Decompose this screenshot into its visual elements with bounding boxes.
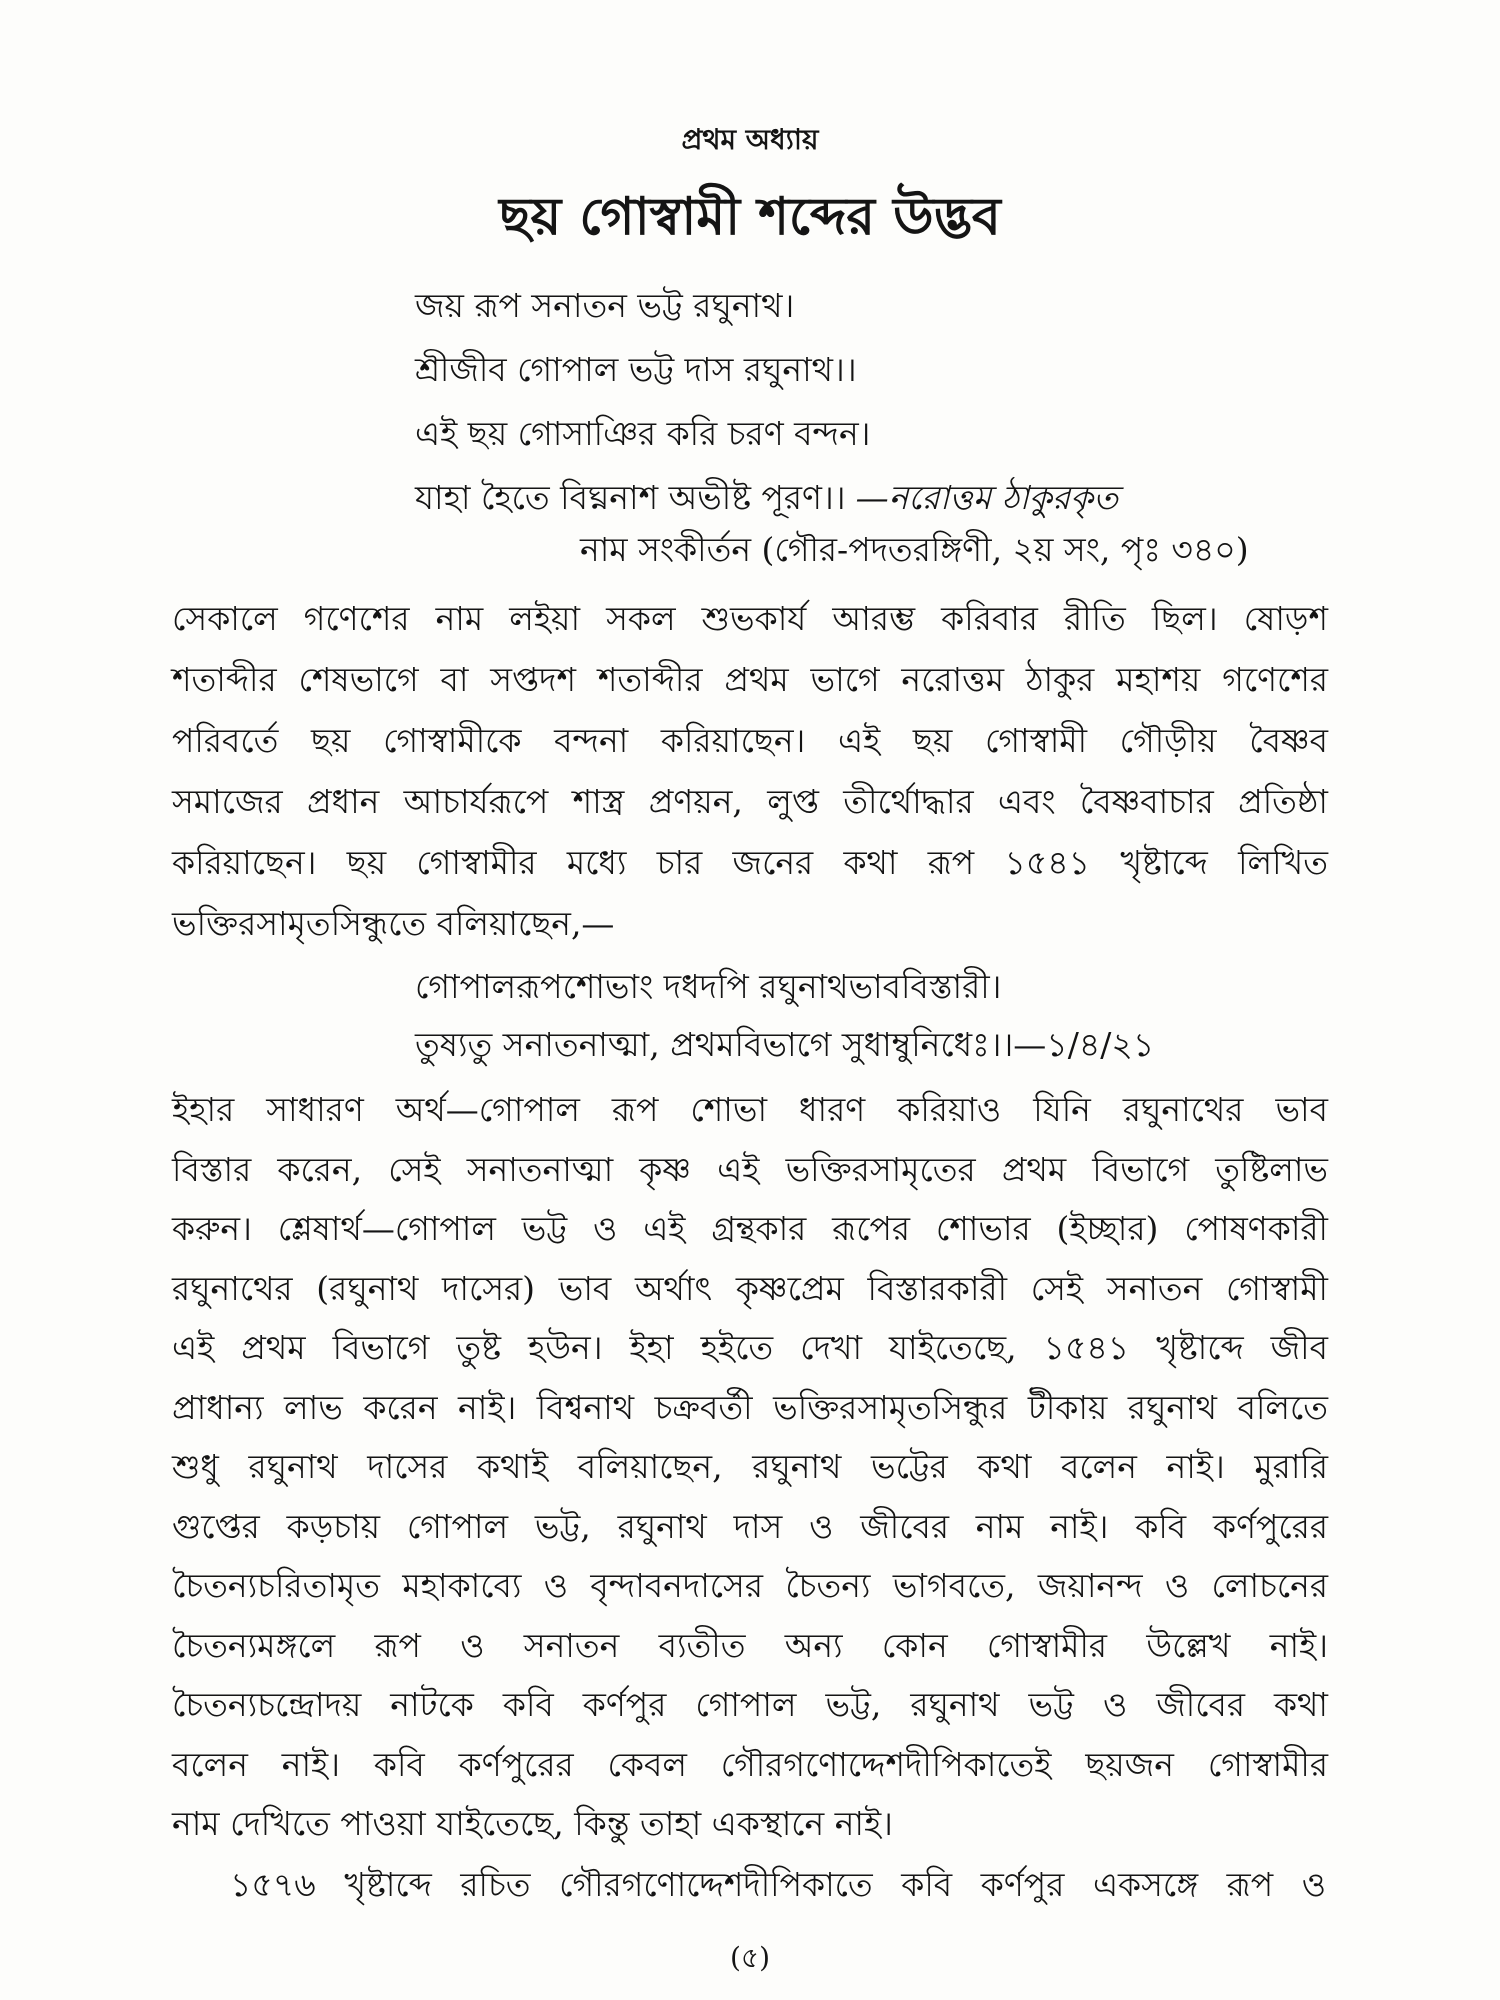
paragraph-line: নাম দেখিতে পাওয়া যাইতেছে, কিন্তু তাহা একস্থানে নাই। xyxy=(172,1804,893,1843)
verse-reference: —১/৪/২১ xyxy=(1013,1025,1155,1064)
verse-line: গোপালরূপশোভাং দধদপি রঘুনাথভাববিস্তারী। xyxy=(415,967,1002,1006)
invocation-line xyxy=(415,466,1326,530)
paragraph-line: সেকালে গণেশের নাম লইয়া সকল শুভকার্য আরম্ভ করিবার রীতি ছিল। ষোড়শ xyxy=(172,599,1328,638)
invocation-line-text: যাহা হৈতে বিঘ্ননাশ অভীষ্ট পূরণ।। xyxy=(415,478,846,517)
invocation-verse xyxy=(415,274,1326,530)
paragraph-line: রঘুনাথের (রঘুনাথ দাসের) ভাব অর্থাৎ কৃষ্ণপ্রেম বিস্তারকারী সেই সনাতন গোস্বামী xyxy=(172,1268,1328,1308)
paragraph-line: এই প্রথম বিভাগে তুষ্ট হউন। ইহা হইতে দেখা যাইতেছে, ১৫৪১ খৃষ্টাব্দে জীব xyxy=(172,1328,1328,1367)
paragraph-line: ভক্তিরসামৃতসিন্ধুতে বলিয়াছেন,— xyxy=(172,904,615,943)
paragraph-line: করুন। শ্লেষার্থ—গোপাল ভট্ট ও এই গ্রন্থকার রূপের শোভার (ইচ্ছার) পোষণকারী xyxy=(172,1209,1328,1248)
paragraph-line: বলেন নাই। কবি কর্ণপুরের কেবল গৌরগণোদ্দেশদীপিকাতেই ছয়জন গোস্বামীর xyxy=(172,1744,1328,1784)
paragraph-line: শতাব্দীর শেষভাগে বা সপ্তদশ শতাব্দীর প্রথম ভাগে নরোত্তম ঠাকুর মহাশয় গণেশের xyxy=(172,660,1328,699)
paragraph-line: শুধু রঘুনাথ দাসের কথাই বলিয়াছেন, রঘুনাথ ভট্টের কথা বলেন নাই। মুরারি xyxy=(172,1447,1328,1486)
paragraph-line: পরিবর্তে ছয় গোস্বামীকে বন্দনা করিয়াছেন। এই ছয় গোস্বামী গৌড়ীয় বৈষ্ণব xyxy=(172,721,1328,760)
paragraph-line: চৈতন্যচন্দ্রোদয় নাটকে কবি কর্ণপুর গোপাল ভট্ট, রঘুনাথ ভট্ট ও জীবের কথা xyxy=(172,1685,1328,1724)
paragraph-line: বিস্তার করেন, সেই সনাতনাত্মা কৃষ্ণ এই ভক্তিরসামৃতের প্রথম বিভাগে তুষ্টিলাভ xyxy=(172,1149,1328,1189)
paragraph-line: ১৫৭৬ খৃষ্টাব্দে রচিত গৌরগণোদ্দেশদীপিকাতে কবি কর্ণপুর একসঙ্গে রূপ ও xyxy=(230,1865,1326,1904)
page-number: (৫) xyxy=(729,1941,771,1974)
paragraph-line: গুপ্তের কড়চায় গোপাল ভট্ট, রঘুনাথ দাস ও জীবের নাম নাই। কবি কর্ণপুরের xyxy=(172,1506,1328,1546)
paragraph-line: চৈতন্যমঙ্গলে রূপ ও সনাতন ব্যতীত অন্য কোন গোস্বামীর উল্লেখ নাই। xyxy=(172,1625,1328,1665)
verse-line-text: তুষ্যতু সনাতনাত্মা, প্রথমবিভাগে সুধাম্বুনিধেঃ।। xyxy=(415,1025,1014,1064)
paragraph-line: প্রাধান্য লাভ করেন নাই। বিশ্বনাথ চক্রবর্তী ভক্তিরসামৃতসিন্ধুর টীকায় রঘুনাথ বলিতে xyxy=(172,1387,1328,1427)
source-citation: নাম সংকীর্তন (গৌর-পদতরঙ্গিণী, ২য় সং, পৃঃ ৩৪০) xyxy=(580,530,1249,569)
paragraph-line: চৈতন্যচরিতামৃত মহাকাব্যে ও বৃন্দাবনদাসের চৈতন্য ভাগবতে, জয়ানন্দ ও লোচনের xyxy=(172,1566,1328,1605)
sanskrit-verse xyxy=(415,958,1326,1074)
chapter-label: প্রথম অধ্যায় xyxy=(681,123,819,156)
attribution: —নরোত্তম ঠাকুরকৃত xyxy=(855,478,1118,517)
body-paragraph xyxy=(172,588,1328,954)
paragraph-line: করিয়াছেন। ছয় গোস্বামীর মধ্যে চার জনের কথা রূপ ১৫৪১ খৃষ্টাব্দে লিখিত xyxy=(172,843,1328,882)
chapter-title: ছয় গোস্বামী শব্দের উদ্ভব xyxy=(499,186,1001,247)
paragraph-line: ইহার সাধারণ অর্থ—গোপাল রূপ শোভা ধারণ করিয়াও যিনি রঘুনাথের ভাব xyxy=(172,1090,1328,1129)
body-paragraph xyxy=(230,1856,1326,1914)
invocation-line: এই ছয় গোসাঞির করি চরণ বন্দন। xyxy=(415,414,871,453)
verse-line xyxy=(415,1016,1326,1074)
paragraph-line: সমাজের প্রধান আচার্যরূপে শাস্ত্র প্রণয়ন, লুপ্ত তীর্থোদ্ধার এবং বৈষ্ণবাচার প্রতিষ্ঠা xyxy=(172,782,1328,821)
invocation-line: জয় রূপ সনাতন ভট্ট রঘুনাথ। xyxy=(415,286,795,325)
invocation-line: শ্রীজীব গোপাল ভট্ট দাস রঘুনাথ।। xyxy=(415,350,857,389)
body-paragraph xyxy=(172,1080,1328,1854)
